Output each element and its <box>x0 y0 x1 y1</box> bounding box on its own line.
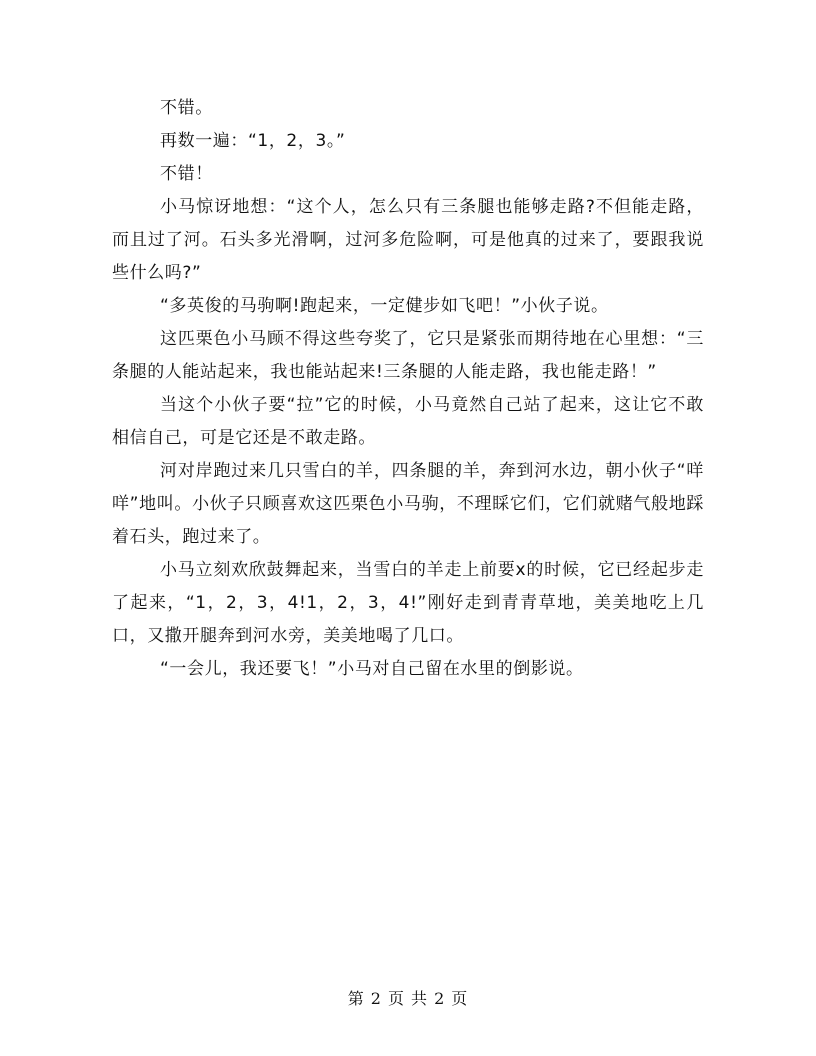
paragraph: 当这个小伙子要“拉”它的时候，小马竟然自己站了起来，这让它不敢相信自己，可是它还是不敢走路。 <box>112 395 704 448</box>
footer-total-prefix: 共 <box>411 989 429 1008</box>
paragraph: “一会儿，我还要飞！”小马对自己留在水里的倒影说。 <box>160 659 584 679</box>
total-pages-number: 2 <box>434 989 446 1008</box>
paragraph: 再数一遍：“1，2，3。” <box>160 131 346 151</box>
current-page-number: 2 <box>370 989 382 1008</box>
paragraph: 这匹栗色小马顾不得这些夸奖了，它只是紧张而期待地在心里想：“三条腿的人能站起来，我也能站起来!三条腿的人能走路，我也能走路！” <box>112 329 704 382</box>
document-body <box>112 92 704 686</box>
paragraph: 河对岸跑过来几只雪白的羊，四条腿的羊，奔到河水边，朝小伙子“咩咩”地叫。小伙子只顾喜欢这匹栗色小马驹，不理睬它们，它们就赌气般地踩着石头，跑过来了。 <box>112 461 704 547</box>
paragraph: 小马惊讶地想：“这个人，怎么只有三条腿也能够走路?不但能走路，而且过了河。石头多光滑啊，过河多危险啊，可是他真的过来了，要跟我说些什么吗?” <box>112 197 704 283</box>
paragraph: 小马立刻欢欣鼓舞起来，当雪白的羊走上前要x的时候，它已经起步走了起来，“1，2，3，4!1，2，3，4!”刚好走到青青草地，美美地吃上几口，又撒开腿奔到河水旁，美美地喝了几口。 <box>112 560 704 646</box>
footer-page-word: 页 <box>387 989 405 1008</box>
paragraph: “多英俊的马驹啊!跑起来，一定健步如飞吧！”小伙子说。 <box>160 296 609 316</box>
page-footer <box>0 986 816 1009</box>
paragraph: 不错！ <box>160 164 213 184</box>
footer-prefix: 第 <box>347 989 365 1008</box>
footer-suffix: 页 <box>451 989 469 1008</box>
paragraph: 不错。 <box>160 98 213 118</box>
